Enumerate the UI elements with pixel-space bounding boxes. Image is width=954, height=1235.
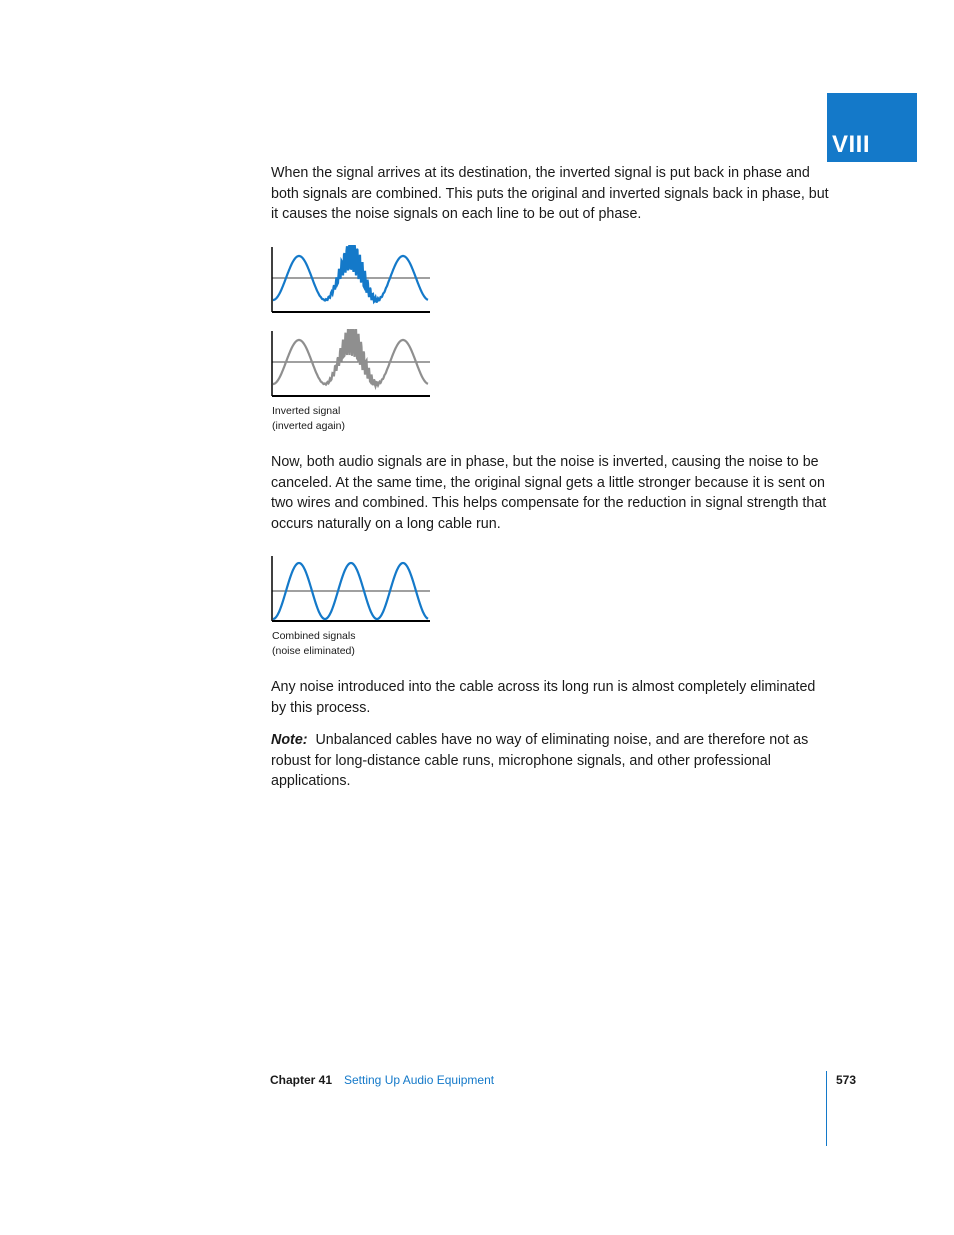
footer-chapter: Chapter 41 — [270, 1073, 333, 1087]
combined-figure-caption — [272, 629, 355, 659]
noisy-signal-wave — [273, 245, 428, 302]
note-text: Unbalanced cables have no way of eliminating noise, and are therefore not as robust for long-distance cable runs, microphone signals, and other professional applications. — [271, 732, 809, 789]
footer-divider — [826, 1071, 827, 1146]
page-number: 573 — [836, 1073, 857, 1087]
caption-line: Inverted signal — [272, 405, 341, 417]
caption-line: (inverted again) — [272, 420, 345, 432]
original-signal-figure — [270, 245, 432, 315]
phase-paragraph: Now, both audio signals are in phase, but the noise is inverted, causing the noise to be canceled. At the same time, the original signal gets a little stronger because it is sent on two wires and combined. This helps compensate for the reduction in signal strength that occurs naturally on a long cable run. — [271, 454, 827, 532]
inverted-figure-caption — [272, 404, 345, 434]
part-tab — [827, 93, 917, 162]
note-paragraph — [271, 730, 831, 792]
inverted-signal-figure — [270, 329, 432, 399]
note-label: Note: — [271, 732, 308, 748]
combined-signal-figure — [270, 554, 432, 624]
part-tab-label: VIII — [832, 131, 871, 158]
intro-paragraph: When the signal arrives at its destination, the inverted signal is put back in phase and both signals are combined. This puts the original and inverted signals back in phase, but it causes the noise signals on each line to be out of phase. — [271, 165, 829, 222]
caption-line: Combined signals — [272, 630, 356, 642]
inverted-signal-wave — [273, 329, 428, 386]
conclusion-paragraph: Any noise introduced into the cable across its long run is almost completely eliminated by this process. — [271, 679, 816, 716]
footer-chapter-title[interactable]: Setting Up Audio Equipment — [344, 1073, 495, 1087]
caption-line: (noise eliminated) — [272, 645, 355, 657]
